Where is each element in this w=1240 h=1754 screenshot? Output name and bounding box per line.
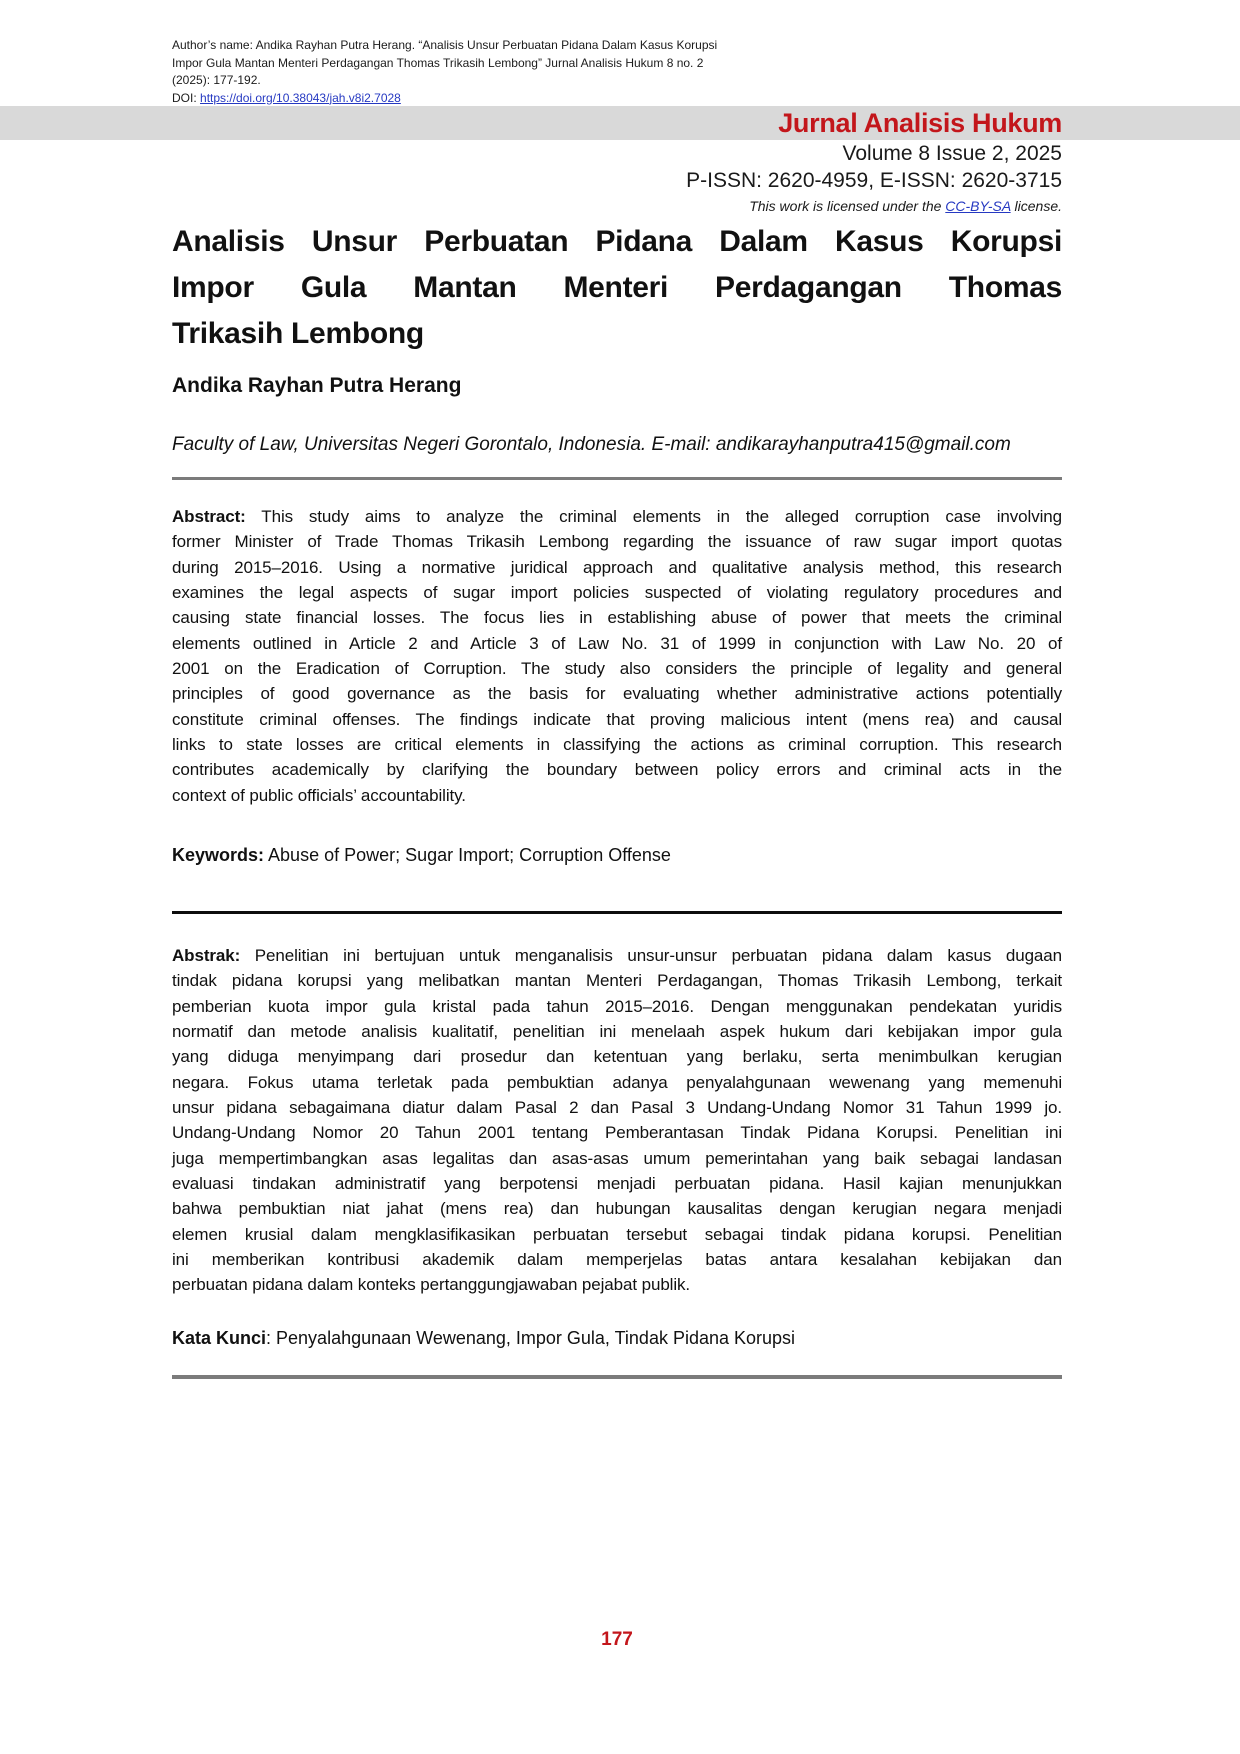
divider-top: [172, 477, 1062, 480]
text-line: juga mempertimbangkan asas legalitas dan asas-asas umum pemerintahan yang baik sebagai landasan: [172, 1148, 1062, 1168]
masthead-info: [172, 141, 1062, 216]
running-citation: [172, 37, 872, 107]
text-line: unsur pidana sebagaimana diatur dalam Pasal 2 dan Pasal 3 Undang-Undang Nomor 31 Tahun 1999 jo.: [172, 1098, 1062, 1118]
text-line: Abstrak: Penelitian ini bertujuan untuk menganalisis unsur-unsur perbuatan pidana dalam kasus dugaan: [172, 946, 1062, 965]
text-line: perbuatan pidana dalam konteks pertanggungjawaban pejabat publik.: [172, 1275, 691, 1295]
text-line: Abstract: This study aims to analyze the criminal elements in the alleged corruption case involving: [172, 507, 1062, 526]
text-line: elemen krusial dalam mengklasifikasikan perbuatan tersebut sebagai tindak pidana korupsi. Penelitian: [172, 1224, 1062, 1244]
text-line: Impor Gula Mantan Menteri Perdagangan Thomas: [172, 271, 1062, 304]
license-prefix: This work is licensed under the: [749, 198, 946, 214]
text-line: Author’s name: Andika Rayhan Putra Herang. “Analisis Unsur Perbuatan Pidana Dalam Kasus Korupsi: [172, 38, 718, 52]
keywords-text: Abuse of Power; Sugar Import; Corruption Offense: [264, 845, 671, 865]
text-line: evaluasi tindakan administratif yang berpotensi menjadi perbuatan pidana. Hasil kajian menunjukkan: [172, 1174, 1062, 1194]
doi-link[interactable]: https://doi.org/10.38043/jah.v8i2.7028: [200, 90, 401, 105]
text-line: contributes academically by clarifying the boundary between policy errors and criminal acts in the: [172, 760, 1062, 780]
text-line: ini memberikan kontribusi akademik dalam memperjelas batas antara kesalahan kebijakan dan: [172, 1250, 1062, 1270]
text-line: constitute criminal offenses. The findings indicate that proving malicious intent (mens rea) and causal: [172, 709, 1062, 729]
kata-kunci-text: : Penyalahgunaan Wewenang, Impor Gula, Tindak Pidana Korupsi: [266, 1328, 796, 1348]
license-suffix: license.: [1010, 198, 1062, 214]
license-line: [172, 196, 1062, 216]
keywords-label: Keywords:: [172, 845, 265, 865]
divider-middle: [172, 911, 1062, 914]
affiliation-line: Faculty of Law, Universitas Negeri Gorontalo, Indonesia. E-mail: andikarayhanputra415@gmail.com: [172, 434, 1011, 455]
page-number: 177: [601, 1629, 633, 1650]
keywords-line: [172, 845, 1062, 866]
citation-lines: [172, 37, 872, 90]
text-line: bahwa pembuktian niat jahat (mens rea) dan hubungan kausalitas dengan kerugian negara menjadi: [172, 1199, 1062, 1219]
cc-by-sa-link[interactable]: CC-BY-SA: [945, 198, 1011, 214]
masthead-band: [0, 106, 1240, 140]
lead-in-label: Abstract:: [172, 507, 246, 526]
text-line: pemberian kuota impor gula kristal pada tahun 2015–2016. Dengan menggunakan pendekatan yuridis: [172, 996, 1062, 1016]
kata-kunci-label: Kata Kunci: [172, 1328, 267, 1348]
kata-kunci-line: [172, 1328, 1062, 1349]
text-line: Trikasih Lembong: [172, 317, 424, 350]
text-line: Undang-Undang Nomor 20 Tahun 2001 tentang Pemberantasan Tindak Pidana Korupsi. Penelitian ini: [172, 1123, 1062, 1143]
text-line: negara. Fokus utama terletak pada pembuktian adanya penyalahgunaan wewenang yang memenuhi: [172, 1072, 1062, 1092]
text-line: Impor Gula Mantan Menteri Perdagangan Thomas Trikasih Lembong” Jurnal Analisis Hukum 8 no. 2: [172, 55, 704, 70]
text-line: yang diduga menyimpang dari prosedur dan ketentuan yang berlaku, serta menimbulkan kerugian: [172, 1047, 1062, 1067]
text-line: Analisis Unsur Perbuatan Pidana Dalam Kasus Korupsi: [172, 225, 1062, 258]
author-name: Andika Rayhan Putra Herang: [172, 374, 462, 397]
text-line: principles of good governance as the basis for evaluating whether administrative actions potentially: [172, 684, 1062, 704]
doi-line: [172, 90, 872, 108]
text-line: during 2015–2016. Using a normative juridical approach and qualitative analysis method, this research: [172, 557, 1062, 577]
text-line: 2001 on the Eradication of Corruption. The study also considers the principle of legality and general: [172, 659, 1062, 679]
text-line: elements outlined in Article 2 and Article 3 of Law No. 31 of 1999 in conjunction with Law No. 20 of: [172, 633, 1062, 653]
text-line: (2025): 177-192.: [172, 73, 261, 87]
lead-in-label: Abstrak:: [172, 946, 241, 965]
text-line: causing state financial losses. The focus lies in establishing abuse of power that meets the criminal: [172, 608, 1062, 628]
text-line: normatif dan metode analisis kualitatif, penelitian ini menelaah aspek hukum dari kebijakan impor gula: [172, 1022, 1062, 1042]
divider-bottom: [172, 1375, 1062, 1379]
journal-title: Jurnal Analisis Hukum: [778, 108, 1062, 138]
text-line: former Minister of Trade Thomas Trikasih Lembong regarding the issuance of raw sugar import quotas: [172, 532, 1062, 552]
abstract-id-paragraph: [172, 943, 1062, 1298]
volume-line: Volume 8 Issue 2, 2025: [842, 142, 1062, 165]
text-line: context of public officials’ accountability.: [172, 785, 466, 805]
text-line: tindak pidana korupsi yang melibatkan mantan Menteri Perdagangan, Thomas Trikasih Lembong, terkait: [172, 971, 1062, 991]
text-line: links to state losses are critical elements in classifying the actions as criminal corruption. This research: [172, 735, 1062, 755]
abstract-en-paragraph: [172, 504, 1062, 808]
doi-label: DOI:: [172, 90, 201, 105]
text-line: examines the legal aspects of sugar import policies suspected of violating regulatory procedures and: [172, 583, 1062, 603]
article-title: [172, 219, 1062, 357]
issn-line: P-ISSN: 2620-4959, E-ISSN: 2620-3715: [686, 169, 1062, 192]
